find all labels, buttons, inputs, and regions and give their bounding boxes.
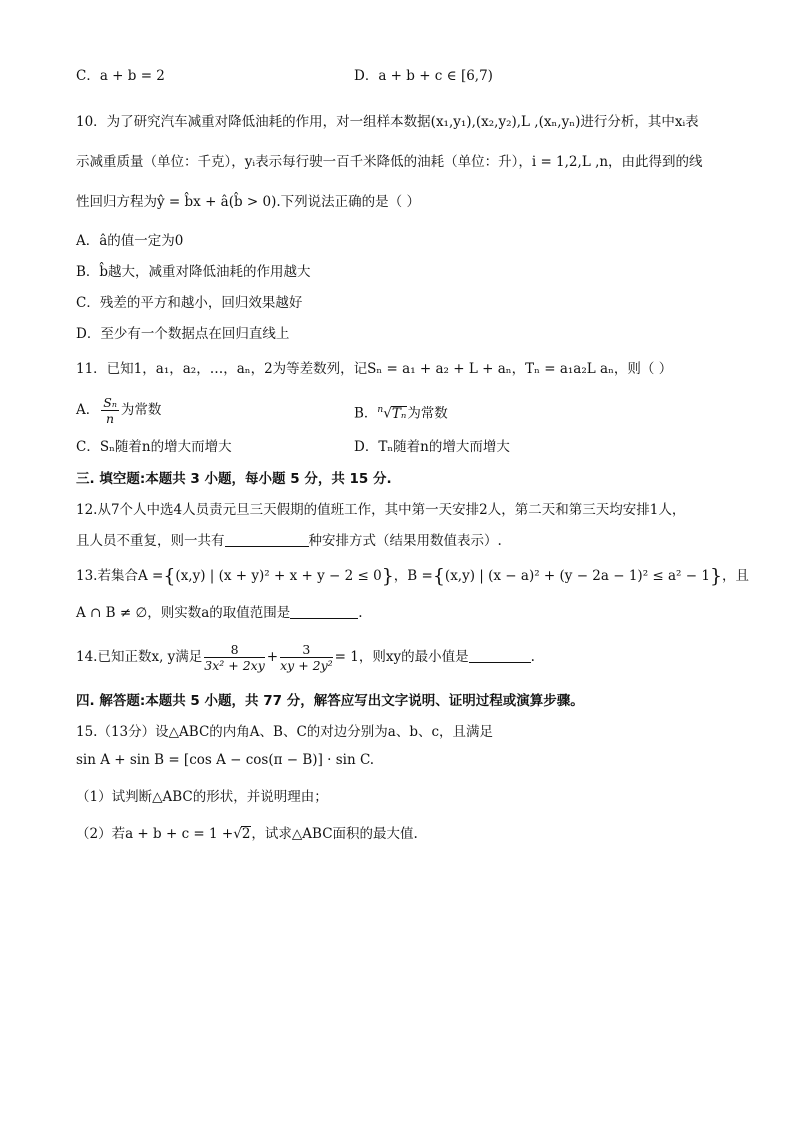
q11-option-a-fraction xyxy=(101,395,119,426)
q11-option-b-suffix: 为常数 xyxy=(407,405,448,422)
q10-option-d: D．至少有一个数据点在回归直线上 xyxy=(76,326,290,342)
q11-option-b-prefix: B． xyxy=(354,405,378,422)
q14-fraction-2 xyxy=(280,642,333,673)
q11-option-a-prefix: A． xyxy=(76,402,100,418)
q15-stem-line1: 15.（13分）设△ABC的内角A、B、C的对边分别为a、b、c，且满足 xyxy=(76,724,494,740)
section3-heading: 三. 填空题:本题共 3 小题，每小题 5 分，共 15 分. xyxy=(76,471,392,487)
q13-set-a-prefix: 13.若集合A = xyxy=(76,568,164,584)
q11-option-b-root-index: n xyxy=(377,405,384,415)
left-brace-icon: { xyxy=(432,565,445,587)
q14-fraction-1 xyxy=(204,642,265,673)
q11-option-a xyxy=(76,394,161,426)
right-brace-icon: } xyxy=(381,565,394,587)
left-brace-icon: { xyxy=(163,565,176,587)
q10-stem-line3: 性回归方程为ŷ = b̂x + â(b̂ > 0).下列说法正确的是（ ） xyxy=(76,194,420,210)
q11-option-b xyxy=(354,400,448,424)
q14-prefix: 14.已知正数x, y满足 xyxy=(76,649,203,665)
q11-option-b-radicand: Tₙ xyxy=(391,405,407,422)
q11-option-a-numerator: Sₙ xyxy=(103,395,117,410)
q11-option-c: C．Sₙ随着n的增大而增大 xyxy=(76,439,232,455)
q15-stem-line2: sin A + sin B = [cos A − cos(π − B)] · sin C. xyxy=(76,752,375,768)
radical-icon: √ xyxy=(233,826,242,842)
q13-line2-suffix: . xyxy=(358,605,363,621)
q10-stem-line1: 10．为了研究汽车减重对降低油耗的作用，对一组样本数据(x₁,y₁),(x₂,y₂),L ,(xₙ,yₙ)进行分析，其中xᵢ表 xyxy=(76,114,699,130)
q11-option-a-denominator: n xyxy=(106,411,115,426)
radical-icon: √ xyxy=(383,405,392,422)
right-brace-icon: } xyxy=(709,565,723,587)
q14-mid: = 1，则xy的最小值是 xyxy=(334,649,469,665)
q15-part2-radicand: 2 xyxy=(241,826,251,842)
q12-answer-blank[interactable] xyxy=(225,531,309,547)
q14-stem xyxy=(76,640,535,674)
q14-fraction-2-numerator: 3 xyxy=(280,642,333,658)
section4-heading: 四. 解答题:本题共 5 小题，共 77 分，解答应写出文字说明、证明过程或演算步骤。 xyxy=(76,693,584,709)
q14-plus: + xyxy=(266,649,279,665)
q12-stem-line2 xyxy=(76,531,502,551)
q13-stem-line1 xyxy=(76,566,749,586)
q13-tail: ，且 xyxy=(722,568,750,584)
q13-line2-prefix: A ∩ B ≠ ∅，则实数a的取值范围是 xyxy=(76,605,291,621)
q15-part2-prefix: （2）若a + b + c = 1 + xyxy=(76,826,234,842)
q14-answer-blank[interactable] xyxy=(469,647,531,663)
q13-set-b-body: (x,y) | (x − a)² + (y − 2a − 1)² ≤ a² − 1 xyxy=(444,568,710,584)
q15-part2-suffix: ，试求△ABC面积的最大值. xyxy=(251,826,418,842)
q10-option-c: C．残差的平方和越小，回归效果越好 xyxy=(76,295,303,311)
q12-stem-line1: 12.从7个人中选4人员责元旦三天假期的值班工作，其中第一天安排2人，第二天和第三天均安排1人， xyxy=(76,502,686,518)
q10-option-b: B．b̂越大，减重对降低油耗的作用越大 xyxy=(76,264,311,280)
q14-suffix: . xyxy=(530,649,535,665)
q15-part2 xyxy=(76,824,418,844)
q14-fraction-2-denominator: xy + 2y² xyxy=(280,658,333,673)
q13-stem-line2 xyxy=(76,603,363,623)
q10-stem-line2: 示减重质量（单位：千克），yᵢ表示每行驶一百千米降低的油耗（单位：升），i = 1,2,L ,n，由此得到的线 xyxy=(76,154,703,170)
q13-set-a-body: (x,y) | (x + y)² + x + y − 2 ≤ 0 xyxy=(175,568,382,584)
q11-option-d: D．Tₙ随着n的增大而增大 xyxy=(354,439,510,455)
q14-fraction-1-numerator: 8 xyxy=(204,642,265,658)
q9-option-c: C．a + b = 2 xyxy=(76,68,165,84)
q13-answer-blank[interactable] xyxy=(290,603,358,619)
q12-line2-suffix: 种安排方式（结果用数值表示）. xyxy=(308,533,502,549)
q10-option-a: A．â的值一定为0 xyxy=(76,233,184,249)
q13-separator: ，B = xyxy=(393,568,433,584)
q11-option-a-suffix: 为常数 xyxy=(120,402,162,418)
q15-part1: （1）试判断△ABC的形状，并说明理由； xyxy=(76,789,328,805)
q9-option-d: D．a + b + c ∈ [6,7) xyxy=(354,68,493,84)
q14-fraction-1-denominator: 3x² + 2xy xyxy=(204,658,265,673)
q11-stem: 11．已知1，a₁，a₂，…，aₙ，2为等差数列，记Sₙ = a₁ + a₂ + L + aₙ，Tₙ = a₁a₂L aₙ，则（ ） xyxy=(76,361,673,377)
q12-line2-prefix: 且人员不重复，则一共有 xyxy=(76,533,225,549)
